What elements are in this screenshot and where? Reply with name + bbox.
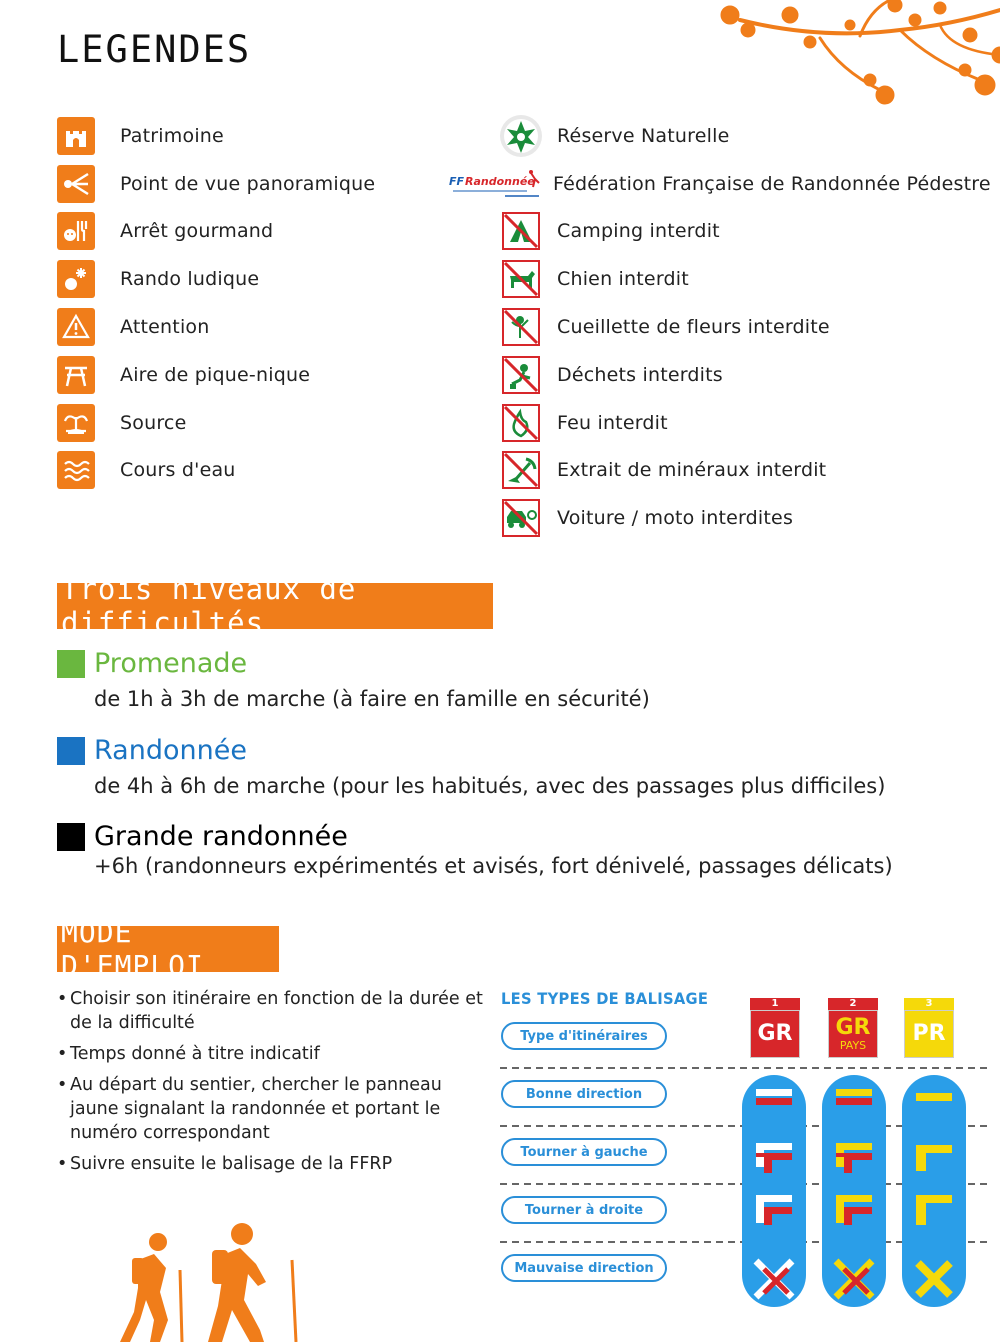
- legend-item: [495, 351, 991, 399]
- legend-item: [57, 447, 375, 495]
- list-item: • Suivre ensuite le balisage de la FFRP: [57, 1152, 487, 1176]
- instructions-list: [57, 987, 487, 1183]
- balisage-mauvaise-direction: Mauvaise direction: [501, 1254, 667, 1282]
- list-item: • Temps donné à titre indicatif: [57, 1042, 487, 1066]
- legend-item: [57, 399, 375, 447]
- legend-item: [57, 112, 375, 160]
- legend-item: [495, 399, 991, 447]
- legend-item: [57, 255, 375, 303]
- viewpoint-icon: [57, 165, 95, 203]
- picnic-table-icon: [57, 356, 95, 394]
- level-name: Promenade: [94, 648, 248, 679]
- balisage-tourner-gauche: Tourner à gauche: [501, 1138, 667, 1166]
- level-description: +6h (randonneurs expérimentés et avisés, fort dénivelé, passages délicats): [94, 854, 893, 878]
- legend-label: Source: [120, 411, 187, 434]
- mode-emploi-banner: MODE D'EMPLOI: [57, 926, 279, 972]
- legend-label: Rando ludique: [120, 268, 260, 291]
- legend-label: Aire de pique-nique: [120, 363, 311, 386]
- gr-pays-badge: 2 GR PAYS: [828, 998, 878, 1060]
- legend-label: Attention: [120, 316, 210, 339]
- castle-icon: [57, 117, 95, 155]
- level-name: Grande randonnée: [94, 821, 348, 852]
- no-vehicles-icon: [495, 497, 547, 539]
- ffrandonnee-logo-icon: [447, 163, 543, 205]
- legend-label: Patrimoine: [120, 124, 224, 147]
- legend-item: [57, 160, 375, 208]
- balisage-tourner-droite: Tourner à droite: [501, 1196, 667, 1224]
- waves-icon: [57, 451, 95, 489]
- no-fire-icon: [495, 402, 547, 444]
- legend-right-list: [449, 112, 991, 542]
- list-item: • Choisir son itinéraire en fonction de la durée et de la difficulté: [57, 987, 487, 1035]
- gr-badge: 1 GR: [750, 998, 800, 1060]
- page-title: LEGENDES: [57, 28, 252, 71]
- pr-badge: 3 PR: [904, 998, 954, 1060]
- legend-item: [495, 494, 991, 542]
- legend-item: [495, 112, 991, 160]
- legend-label: Camping interdit: [557, 220, 720, 243]
- legend-label: Fédération Française de Randonnée Pédestre: [553, 172, 991, 195]
- legend-label: Point de vue panoramique: [120, 172, 376, 195]
- spring-icon: [57, 404, 95, 442]
- hikers-illustration: [120, 1220, 310, 1342]
- level-name: Randonnée: [94, 735, 247, 766]
- legend-item: [57, 208, 375, 256]
- legend-left-list: [57, 112, 375, 494]
- difficulty-banner: Trois niveaux de difficultés: [57, 583, 493, 629]
- legend-item: [449, 160, 991, 208]
- legend-item: [495, 303, 991, 351]
- legend-label: Feu interdit: [557, 411, 668, 434]
- no-mineral-extraction-icon: [495, 449, 547, 491]
- balisage-type-itineraires: Type d'itinéraires: [501, 1022, 667, 1050]
- no-flower-picking-icon: [495, 306, 547, 348]
- fun-icon: [57, 260, 95, 298]
- branch-decoration: [700, 0, 1000, 120]
- black-square-icon: [57, 823, 85, 851]
- no-dogs-icon: [495, 258, 547, 300]
- legend-item: [495, 208, 991, 256]
- balisage-title: LES TYPES DE BALISAGE: [501, 989, 709, 1008]
- legend-item: [495, 255, 991, 303]
- nature-reserve-icon: [495, 115, 547, 157]
- warning-icon: [57, 308, 95, 346]
- legend-label: Déchets interdits: [557, 363, 723, 386]
- no-camping-icon: [495, 210, 547, 252]
- legend-item: [57, 351, 375, 399]
- level-description: de 4h à 6h de marche (pour les habitués, avec des passages plus difficiles): [94, 774, 886, 798]
- balisage-marks-illustration: [740, 1075, 970, 1310]
- level-description: de 1h à 3h de marche (à faire en famille en sécurité): [94, 687, 650, 711]
- level-randonnee: [57, 735, 885, 798]
- list-item: • Au départ du sentier, chercher le panneau jaune signalant la randonnée et portant le numéro correspondant: [57, 1073, 487, 1145]
- legend-label: Extrait de minéraux interdit: [557, 459, 827, 482]
- legend-label: Réserve Naturelle: [557, 124, 730, 147]
- svg-text:Randonnée: Randonnée: [465, 174, 535, 188]
- legend-item: [57, 303, 375, 351]
- legend-label: Arrêt gourmand: [120, 220, 274, 243]
- legend-label: Cueillette de fleurs interdite: [557, 316, 830, 339]
- blue-square-icon: [57, 737, 85, 765]
- level-promenade: [57, 648, 650, 711]
- legend-label: Chien interdit: [557, 268, 689, 291]
- balisage-bonne-direction: Bonne direction: [501, 1080, 667, 1108]
- legend-item: [495, 447, 991, 495]
- level-grande-randonnee: [57, 821, 893, 878]
- no-litter-icon: [495, 354, 547, 396]
- legend-label: Cours d'eau: [120, 459, 236, 482]
- legend-label: Voiture / moto interdites: [557, 507, 794, 530]
- food-icon: [57, 212, 95, 250]
- svg-text:FF: FF: [449, 174, 465, 188]
- green-square-icon: [57, 650, 85, 678]
